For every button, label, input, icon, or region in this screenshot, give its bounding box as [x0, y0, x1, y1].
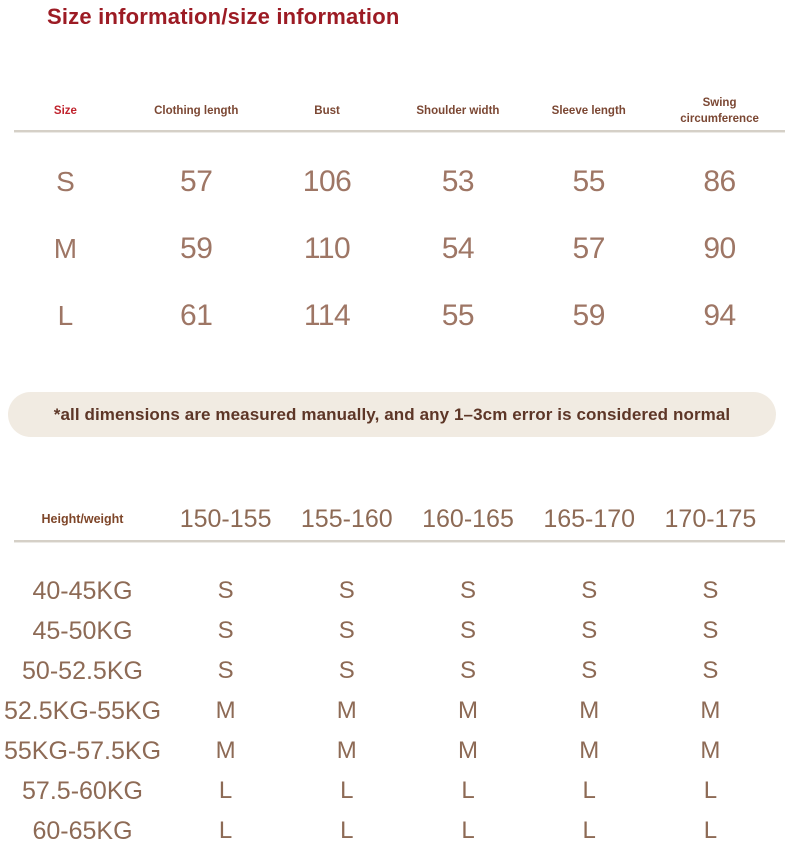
- height-range-header: 170-175: [664, 504, 757, 533]
- clothing-length-value: 61: [180, 298, 213, 332]
- recommended-size: S: [581, 617, 598, 644]
- recommended-size: M: [336, 737, 357, 764]
- bust-value: 110: [303, 231, 351, 265]
- recommended-size: L: [218, 777, 233, 804]
- recommended-size: M: [579, 697, 600, 724]
- recommended-size: S: [217, 577, 234, 604]
- shoulder-width-value: 53: [441, 164, 475, 198]
- recommended-size: L: [461, 817, 475, 844]
- size-label: L: [57, 299, 74, 331]
- measurement-note-text: *all dimensions are measured manually, and any 1–3cm error is considered normal: [53, 404, 731, 424]
- size-row-m: [0, 215, 785, 282]
- column-header-bust: Bust: [314, 105, 340, 118]
- height-range-header: 165-170: [543, 504, 636, 533]
- fit-row: [0, 651, 785, 691]
- recommended-size: M: [579, 737, 600, 764]
- sleeve-length-value: 59: [572, 298, 605, 332]
- shoulder-width-value: 54: [441, 231, 475, 265]
- swing-circumference-value: 90: [703, 231, 736, 265]
- size-label: M: [53, 232, 78, 264]
- recommended-size: L: [461, 777, 475, 804]
- clothing-length-value: 57: [180, 164, 213, 198]
- recommended-size: L: [582, 777, 596, 804]
- recommended-size: S: [702, 617, 719, 644]
- recommended-size: L: [218, 817, 233, 844]
- sleeve-length-value: 57: [572, 231, 605, 265]
- page-title: Size information/size information: [47, 4, 400, 29]
- bust-value: 106: [302, 164, 352, 198]
- height-range-header: 150-155: [179, 504, 272, 533]
- fit-table-header-divider: [14, 540, 785, 542]
- height-range-header: 155-160: [300, 504, 393, 533]
- recommended-size: S: [338, 577, 355, 604]
- fit-table-header-row: [0, 498, 785, 540]
- clothing-length-value: 59: [180, 231, 213, 265]
- weight-range-label: 45-50KG: [32, 616, 133, 645]
- recommended-size: S: [581, 577, 598, 604]
- column-header-shoulder-width: Shoulder width: [416, 105, 500, 118]
- weight-range-label: 60-65KG: [32, 816, 133, 845]
- recommended-size: S: [217, 617, 234, 644]
- fit-row: [0, 691, 785, 731]
- column-header-swing-circumference: Swing circumference: [680, 97, 759, 125]
- fit-table-corner-label: Height/weight: [41, 512, 124, 526]
- weight-range-label: 57.5-60KG: [22, 776, 143, 805]
- fit-row: [0, 571, 785, 611]
- size-table-header-row: [0, 92, 785, 132]
- size-row-l: [0, 282, 785, 349]
- recommended-size: L: [340, 777, 354, 804]
- recommended-size: M: [215, 737, 236, 764]
- sleeve-length-value: 55: [572, 164, 605, 198]
- recommended-size: S: [217, 657, 234, 684]
- recommended-size: M: [700, 737, 721, 764]
- column-header-size: Size: [53, 105, 77, 118]
- recommended-size: L: [703, 817, 718, 844]
- recommended-size: S: [702, 657, 719, 684]
- recommended-size: M: [215, 697, 236, 724]
- column-header-sleeve-length: Sleeve length: [551, 105, 626, 118]
- weight-range-label: 52.5KG-55KG: [3, 696, 162, 725]
- size-row-s: [0, 148, 785, 215]
- swing-circumference-value: 94: [703, 298, 736, 332]
- fit-row: [0, 731, 785, 771]
- measurement-note-banner: [8, 392, 776, 437]
- recommended-size: S: [338, 657, 355, 684]
- column-header-clothing-length: Clothing length: [154, 105, 239, 118]
- recommended-size: S: [338, 617, 355, 644]
- weight-range-label: 40-45KG: [32, 576, 133, 605]
- swing-circumference-value: 86: [703, 164, 736, 198]
- fit-table-body: [0, 543, 785, 851]
- recommended-size: M: [700, 697, 721, 724]
- recommended-size: M: [457, 697, 478, 724]
- fit-row: [0, 771, 785, 811]
- bust-value: 114: [303, 298, 351, 332]
- recommended-size: S: [459, 577, 476, 604]
- recommended-size: S: [581, 657, 598, 684]
- fit-row: [0, 611, 785, 651]
- shoulder-width-value: 55: [441, 298, 475, 332]
- recommended-size: L: [703, 777, 718, 804]
- recommended-size: S: [459, 617, 476, 644]
- weight-range-label: 50-52.5KG: [22, 656, 143, 685]
- size-table-body: [0, 132, 785, 349]
- recommended-size: M: [336, 697, 357, 724]
- recommended-size: S: [702, 577, 719, 604]
- recommended-size: S: [459, 657, 476, 684]
- weight-range-label: 55KG-57.5KG: [3, 736, 162, 765]
- fit-row: [0, 811, 785, 851]
- size-label: S: [56, 165, 75, 197]
- recommended-size: L: [582, 817, 596, 844]
- height-range-header: 160-165: [422, 504, 514, 533]
- recommended-size: M: [457, 737, 478, 764]
- recommended-size: L: [340, 817, 354, 844]
